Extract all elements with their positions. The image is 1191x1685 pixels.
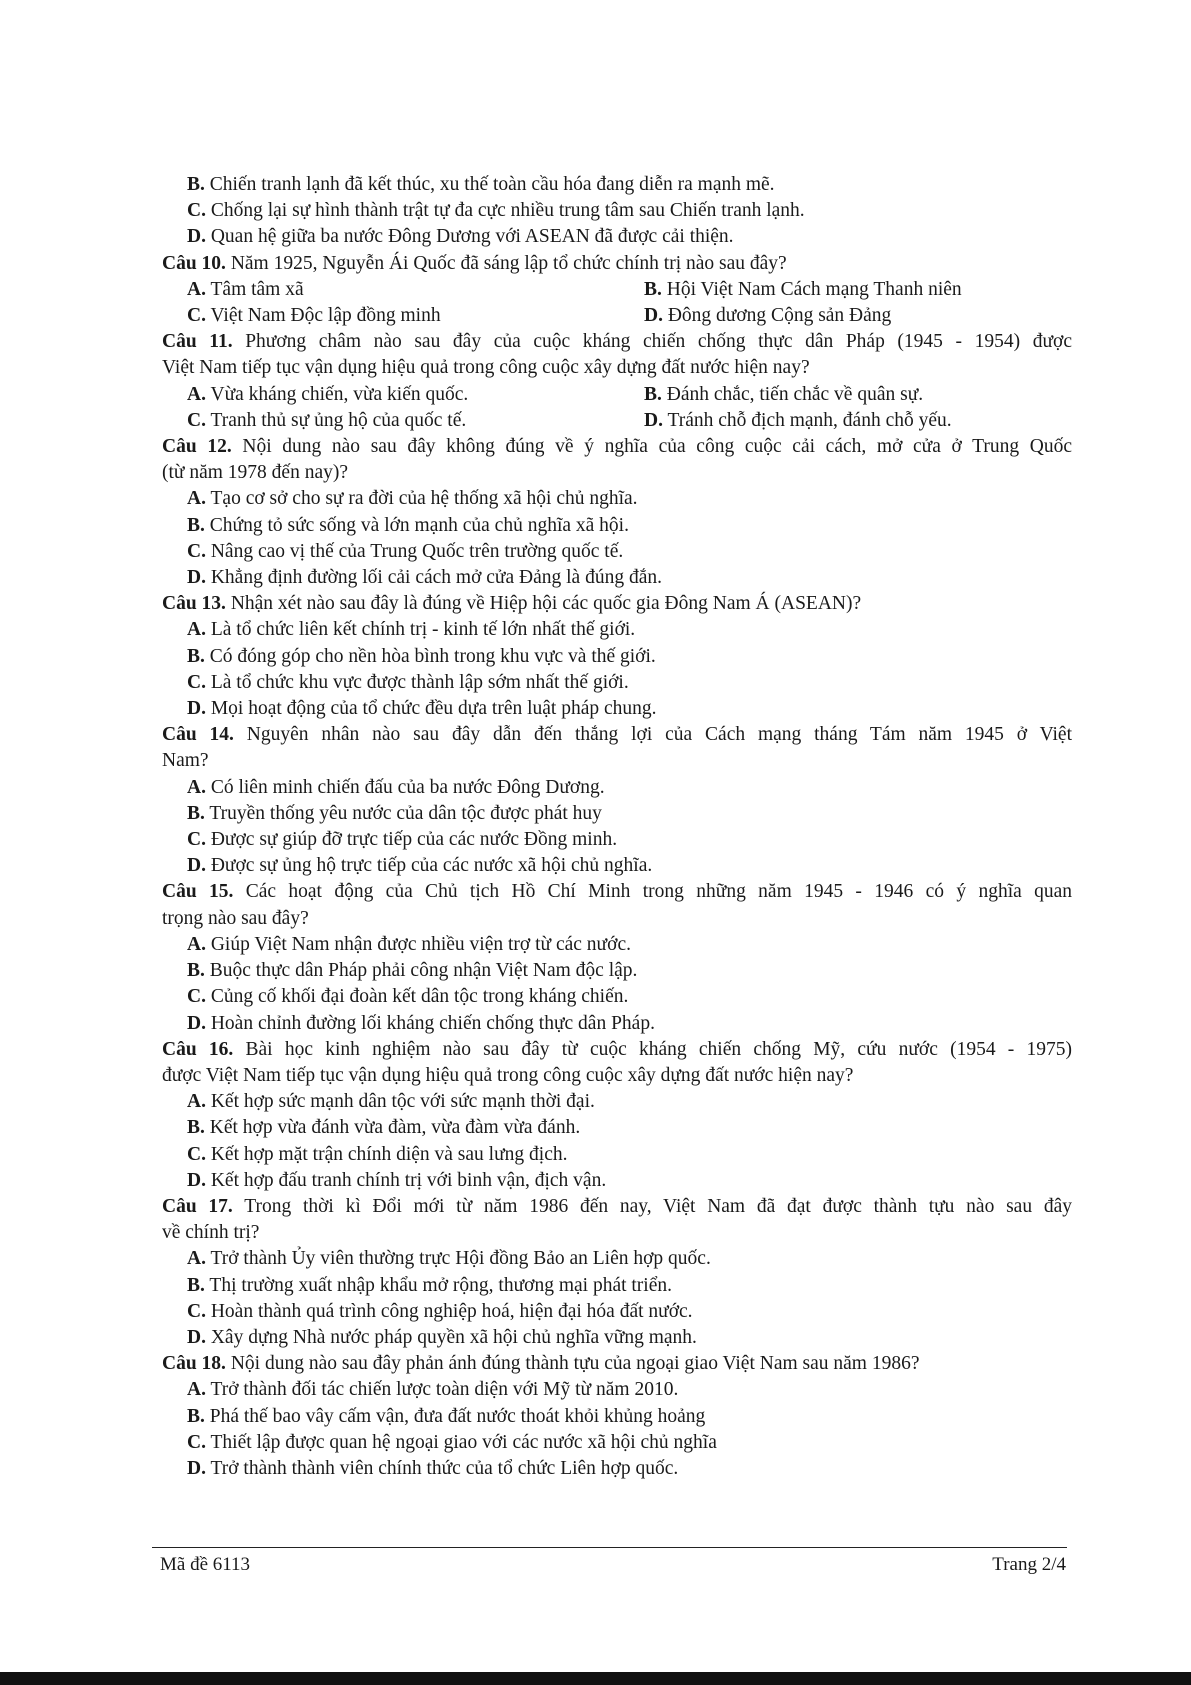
question-11-options-row1	[162, 382, 1072, 408]
question-13-option-b: B. Có đóng góp cho nền hòa bình trong khu vực và thế giới.	[187, 645, 656, 667]
question-12-cont: (từ năm 1978 đến nay)?	[162, 462, 349, 484]
question-15-option-a: A. Giúp Việt Nam nhận được nhiều viện trợ từ các nước.	[187, 933, 631, 955]
question-17-option-d: D. Xây dựng Nhà nước pháp quyền xã hội chủ nghĩa vững mạnh.	[187, 1326, 697, 1348]
prev-option-c: C. Chống lại sự hình thành trật tự đa cực nhiều trung tâm sau Chiến tranh lạnh.	[187, 200, 805, 222]
question-15: Câu 15. Các hoạt động của Chủ tịch Hồ Chí Minh trong những năm 1945 - 1946 có ý nghĩa quan	[162, 881, 1073, 903]
question-12-option-d: D. Khẳng định đường lối cải cách mở cửa Đảng là đúng đắn.	[187, 567, 662, 589]
scan-edge-band	[0, 1672, 1191, 1685]
question-12: Câu 12. Nội dung nào sau đây không đúng về ý nghĩa của công cuộc cải cách, mở cửa ở Trung Quốc	[162, 436, 1073, 458]
question-11: Câu 11. Phương châm nào sau đây của cuộc kháng chiến chống thực dân Pháp (1945 - 1954) được	[162, 331, 1072, 353]
question-13-option-c: C. Là tổ chức khu vực được thành lập sớm nhất thế giới.	[187, 671, 629, 693]
exam-code: Mã đề 6113	[160, 1554, 251, 1575]
question-11-cont: Việt Nam tiếp tục vận dụng hiệu quả trong công cuộc xây dựng đất nước hiện nay?	[162, 357, 810, 379]
question-17-option-c: C. Hoàn thành quá trình công nghiệp hoá, hiện đại hóa đất nước.	[187, 1300, 693, 1322]
question-10-option-b: B. Hội Việt Nam Cách mạng Thanh niên	[644, 278, 962, 300]
prev-option-d: D. Quan hệ giữa ba nước Đông Dương với ASEAN đã được cải thiện.	[187, 226, 734, 248]
question-12-option-c: C. Nâng cao vị thế của Trung Quốc trên trường quốc tế.	[187, 540, 624, 562]
question-15-option-b: B. Buộc thực dân Pháp phải công nhận Việt Nam độc lập.	[187, 960, 638, 982]
question-14-option-a: A. Có liên minh chiến đấu của ba nước Đông Dương.	[187, 776, 605, 798]
question-18: Câu 18. Nội dung nào sau đây phản ánh đúng thành tựu của ngoại giao Việt Nam sau năm 1986?	[162, 1353, 920, 1375]
question-11-option-b: B. Đánh chắc, tiến chắc về quân sự.	[644, 383, 924, 405]
question-18-option-d: D. Trở thành thành viên chính thức của tổ chức Liên hợp quốc.	[187, 1457, 679, 1479]
question-15-cont: trọng nào sau đây?	[162, 907, 309, 929]
question-15-option-c: C. Củng cố khối đại đoàn kết dân tộc trong kháng chiến.	[187, 986, 629, 1008]
question-11-option-a: A. Vừa kháng chiến, vừa kiến quốc.	[187, 383, 469, 405]
question-17-option-b: B. Thị trường xuất nhập khẩu mở rộng, thương mại phát triển.	[187, 1274, 672, 1296]
question-11-option-d: D. Tránh chỗ địch mạnh, đánh chỗ yếu.	[644, 409, 952, 431]
question-17-cont: về chính trị?	[162, 1222, 260, 1244]
footer-divider	[152, 1547, 1067, 1548]
question-10-option-c: C. Việt Nam Độc lập đồng minh	[187, 305, 441, 327]
question-11-option-c: C. Tranh thủ sự ủng hộ của quốc tế.	[187, 409, 467, 431]
question-13-option-d: D. Mọi hoạt động của tổ chức đều dựa trên luật pháp chung.	[187, 698, 657, 720]
question-10-options-row2	[162, 303, 1072, 329]
question-16: Câu 16. Bài học kinh nghiệm nào sau đây từ cuộc kháng chiến chống Mỹ, cứu nước (1954 - 1975)	[162, 1038, 1072, 1060]
question-14: Câu 14. Nguyên nhân nào sau đây dẫn đến thắng lợi của Cách mạng tháng Tám năm 1945 ở Việt	[162, 724, 1072, 746]
exam-content	[162, 172, 1072, 1482]
question-18-option-c: C. Thiết lập được quan hệ ngoại giao với các nước xã hội chủ nghĩa	[187, 1431, 717, 1453]
question-14-option-b: B. Truyền thống yêu nước của dân tộc được phát huy	[187, 802, 602, 824]
question-13-option-a: A. Là tổ chức liên kết chính trị - kinh tế lớn nhất thế giới.	[187, 619, 636, 641]
question-18-option-a: A. Trở thành đối tác chiến lược toàn diện với Mỹ từ năm 2010.	[187, 1379, 679, 1401]
question-16-option-d: D. Kết hợp đấu tranh chính trị với binh vận, địch vận.	[187, 1169, 607, 1191]
question-15-option-d: D. Hoàn chỉnh đường lối kháng chiến chống thực dân Pháp.	[187, 1012, 655, 1034]
question-16-option-b: B. Kết hợp vừa đánh vừa đàm, vừa đàm vừa đánh.	[187, 1117, 581, 1139]
question-12-option-a: A. Tạo cơ sở cho sự ra đời của hệ thống xã hội chủ nghĩa.	[187, 488, 638, 510]
question-10-option-d: D. Đông dương Cộng sản Đảng	[644, 305, 892, 327]
question-10-option-a: A. Tâm tâm xã	[187, 278, 304, 300]
question-10: Câu 10. Năm 1925, Nguyễn Ái Quốc đã sáng lập tổ chức chính trị nào sau đây?	[162, 252, 787, 274]
question-16-cont: được Việt Nam tiếp tục vận dụng hiệu quả trong công cuộc xây dựng đất nước hiện nay?	[162, 1064, 854, 1086]
question-18-option-b: B. Phá thế bao vây cấm vận, đưa đất nước thoát khỏi khủng hoảng	[187, 1405, 706, 1427]
prev-option-b: B. Chiến tranh lạnh đã kết thúc, xu thế toàn cầu hóa đang diễn ra mạnh mẽ.	[187, 174, 775, 195]
question-17-option-a: A. Trở thành Ủy viên thường trực Hội đồng Bảo an Liên hợp quốc.	[187, 1248, 711, 1270]
question-14-cont: Nam?	[162, 750, 209, 772]
question-11-options-row2	[162, 408, 1072, 434]
question-17: Câu 17. Trong thời kì Đổi mới từ năm 1986 đến nay, Việt Nam đã đạt được thành tựu nào sau đây	[162, 1195, 1072, 1217]
question-16-option-c: C. Kết hợp mặt trận chính diện và sau lưng địch.	[187, 1143, 568, 1165]
page-number: Trang 2/4	[992, 1554, 1066, 1575]
question-16-option-a: A. Kết hợp sức mạnh dân tộc với sức mạnh thời đại.	[187, 1091, 595, 1113]
question-12-option-b: B. Chứng tỏ sức sống và lớn mạnh của chủ nghĩa xã hội.	[187, 514, 629, 536]
question-10-options-row1	[162, 277, 1072, 303]
question-14-option-c: C. Được sự giúp đỡ trực tiếp của các nước Đồng minh.	[187, 829, 618, 851]
question-13: Câu 13. Nhận xét nào sau đây là đúng về Hiệp hội các quốc gia Đông Nam Á (ASEAN)?	[162, 593, 862, 615]
question-14-option-d: D. Được sự ủng hộ trực tiếp của các nước xã hội chủ nghĩa.	[187, 855, 653, 877]
